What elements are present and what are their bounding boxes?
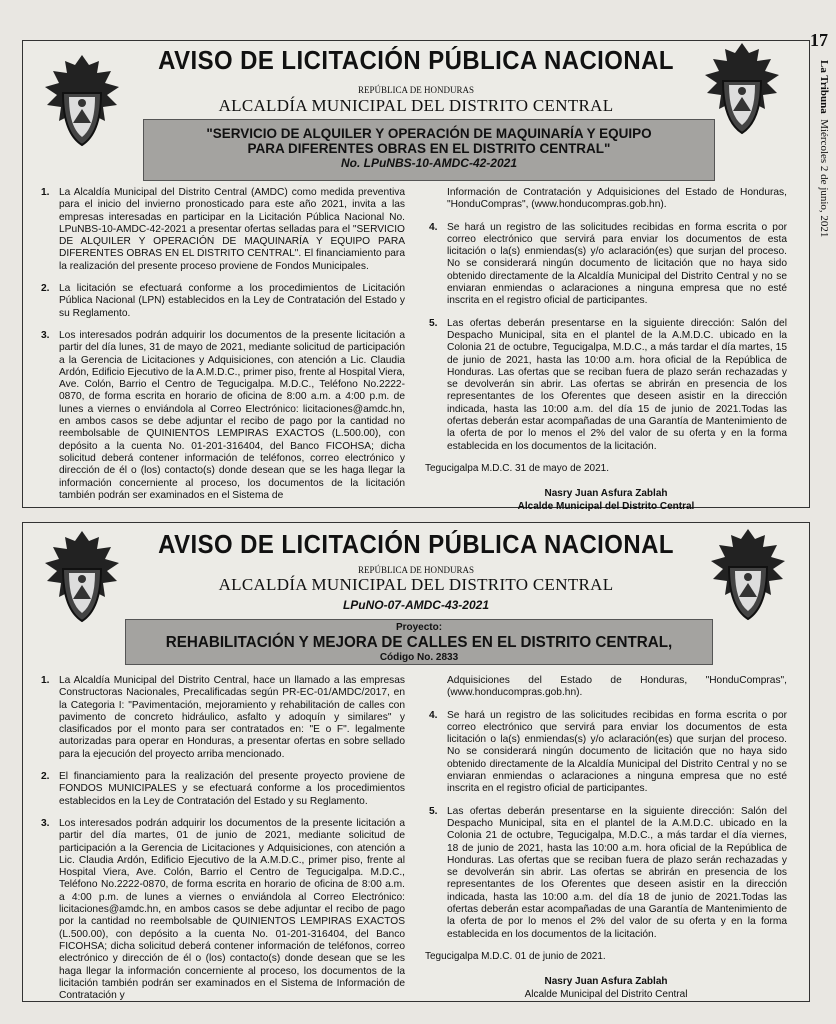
item-text: Las ofertas deberán presentarse en la siguiente dirección: Salón del Despacho Municipal, sita en el plantel de la A.M.D.C. ubicado en la Colonia 21 de octubre, Tegucigalpa, M.D.C., a más tardar el día martes, 15 de junio de 2021, hasta las 10:00 a.m. hora oficial de la República de Honduras. Las ofertas que se reciban fuera de plazo serán rechazadas y se devolverán sin abrir. Las ofertas se abrirán en presencia de los representantes de los Oferentes que deseen asistir en la dirección indicada, hasta las 10:00 a.m. del día 15 de junio de 2021.Todas las ofertas deberán estar acompañadas de una Garantía de Mantenimiento de la oferta de por lo menos el 2% del valor de su oferta y en la forma establecida en los documentos de la licitación. [447,317,787,452]
tender-notice-2 [22,522,810,1002]
list-item: 1. La Alcaldía Municipal del Distrito Central, hace un llamado a las empresas Constructoras Nacionales, Precalificadas según PR-EC-01/AMDC/2017, en la Categoria I: "Pavimentación, mejoramiento y rehabilitación de calles con pavimento de concreto hidráulico, asfalto y adoquín y similares" y clasificados por el monto para ser contratados en: "E o F". legalmente autorizadas para operar en Honduras, a presentar ofertas en sobre sellado para la ejecución del proyecto arriba mencionado. [41,675,405,760]
notice-date: Tegucigalpa M.D.C. 01 de junio de 2021. [425,950,606,962]
item-text: Los interesados podrán adquirir los documentos de la presente licitación a partir del día martes, 01 de junio de 2021, mediante solicitud de participación a la Gerencia de Licitaciones y Adquisiciones, con atención a Lic. Claudia Ardón, Edificio Ejecutivo de la A.M.D.C., primer piso, frente al Hospital Viera, Ave. Colón, Barrio el Centro de Tegucigalpa. M.D.C., Teléfono No.2222-0870, de forma escrita en horario de oficina de 8:00 a.m. a 4:00 p.m. de lunes a viernes o enviándola al Correo Electrónico: licitaciones@amdc.hn, en ambos casos se debe adjuntar el recibo de pago por la cantidad no reembolsable de QUINIENTOS LEMPIRAS EXACTOS (L.500.00), con depósito a la cuenta No. 01-201-316404, del Banco FICOHSA; dicha solicitud deberá contener información de teléfonos, correo electrónico y dirección de él o (los) contacto(s) donde desean que se les haga llegar la información concerniente al proceso, los documentos de la licitación también podrán ser examinados en el Sistema de Información de Contratación y [59,817,405,1002]
newspaper-dateline [818,60,830,237]
list-item: 5. Las ofertas deberán presentarse en la siguiente dirección: Salón del Despacho Municipal, sita en el plantel de la A.M.D.C. ubicado en la Colonia 21 de octubre, Tegucigalpa, M.D.C., a más tardar el día martes, 15 de junio de 2021, hasta las 10:00 a.m. hora oficial de la República de Honduras. Las ofertas que se reciban fuera de plazo serán rechazadas y se devolverán sin abrir. Las ofertas se abrirán en presencia de los representantes de los Oferentes que deseen asistir en la dirección indicada, hasta las 10:00 a.m. del día 15 de junio de 2021.Todas las ofertas deberán estar acompañadas de una Garantía de Mantenimiento de la oferta de por lo menos el 2% del valor de su oferta y en la forma establecida en los documentos de la licitación. [429,317,787,452]
signer-title: Alcalde Municipal del Distrito Central [517,501,695,513]
newspaper-date: Miércoles 2 de junio, 2021 [818,119,830,238]
republic-label: REPÚBLICA DE HONDURAS [357,565,474,575]
notice-title: AVISO DE LICITACIÓN PÚBLICA NACIONAL [158,529,674,559]
signer-title: Alcalde Municipal del Distrito Central [524,989,688,1001]
notice-title: AVISO DE LICITACIÓN PÚBLICA NACIONAL [158,45,674,75]
project-code: Código No. 2833 [379,652,459,663]
list-item: 3. Los interesados podrán adquirir los documentos de la presente licitación a partir del día lunes, 31 de mayo de 2021, mediante solicitud de participación a la Gerencia de Licitaciones y Adquisiciones, con atención a Lic. Claudia Ardón, Edificio Ejecutivo de la A.M.D.C., primer piso, frente al Hospital Viera, Ave. Colón, Barrio el Centro de Tegucigalpa. M.D.C., Teléfono No.2222-0870, de forma escrita en horario de oficina de 8:00 a.m. a 4:00 p.m. de lunes a viernes o enviándola al Correo Electrónico: licitaciones@amdc.hn, en ambos casos se debe adjuntar el recibo de pago por la cantidad no reembolsable de QUINIENTOS LEMPIRAS EXACTOS (L.500.00), con depósito a la cuenta No. 01-201-316404, del Banco FICOHSA; dicha solicitud deberá contener información de teléfonos, correo electrónico y dirección de él o (los) contacto(s) donde desean que se les haga llegar la información concerniente al proceso, los documentos de la licitación también podrán ser examinados en el Sistema de [41,329,405,501]
item-text: Se hará un registro de las solicitudes recibidas en forma escrita o por correo electrónico que servirá para enviar los documentos de esta licitación o la(s) enmiendas(s) y/o aclaración(es) que surjan del proceso. No se considerará ningún documento de licitación que no haya sido obtenido directamente de la Alcaldía Municipal del Distrito Central y no se enviaran enmiendas o aclaraciones a ninguna empresa que no esté inscrita en el registro oficial de participantes. [447,709,787,795]
item-text: El financiamiento para la realización del presente proyecto proviene de FONDOS MUNICIPALES y se efectuará conforme a los procedimientos establecidos en la Ley de Contratación del Estado y su Reglamento. [59,771,405,807]
tender-code: No. LPuNBS-10-AMDC-42-2021 [340,156,518,170]
item-text: La licitación se efectuará conforme a los procedimientos de Licitación Pública Nacional (LPN) establecidos en la Ley de Contratación del Estado y su Reglamento. [59,283,405,319]
notice-date: Tegucigalpa M.D.C. 31 de mayo de 2021. [425,462,609,474]
list-item [425,675,787,700]
right-column [425,187,787,513]
list-item: 5. Las ofertas deberán presentarse en la siguiente dirección: Salón del Despacho Municipal, sita en el plantel de la A.M.D.C. ubicado en la Colonia 21 de octubre, Tegucigalpa, M.D.C., a más tardar el día viernes, 18 de junio de 2021, hasta las 10:00 a.m. hora oficial de la República de Honduras. Las ofertas que se reciban fuera de plazo serán rechazadas y se devolverán sin abrir. Las ofertas se abrirán en presencia de los representantes de los Oferentes que deseen asistir en la dirección indicada, hasta las 10:00 a.m. del día 18 de junio de 2021.Todas las ofertas deberán estar acompañadas de una Garantía de Mantenimiento de la oferta de por lo menos el 2% del valor de su oferta y en la forma establecida en los documentos de la licitación. [429,805,787,940]
banner-line-2: PARA DIFERENTES OBRAS EN EL DISTRITO CENTRAL" [247,141,611,156]
project-banner [125,619,713,665]
item-text: Se hará un registro de las solicitudes recibidas en forma escrita o por correo electrónico que servirá para enviar los documentos de esta licitación o la(s) enmiendas(s) y/o aclaración(es) que surjan del proceso. No se considerará ningún documento de licitación que no haya sido obtenido directamente de la Alcaldía Municipal del Distrito Central y no se enviaran enmiendas o aclaraciones a ninguna empresa que no esté inscrita en el registro oficial de participantes. [447,221,787,307]
page-number: 17 [810,30,828,50]
right-column [425,675,787,1001]
project-name: REHABILITACIÓN Y MEJORA DE CALLES EN EL DISTRITO CENTRAL, [165,634,673,651]
item-text: Los interesados podrán adquirir los documentos de la presente licitación a partir del día lunes, 31 de mayo de 2021, mediante solicitud de participación a la Gerencia de Licitaciones y Adquisiciones, con atención a Lic. Claudia Ardón, Edificio Ejecutivo de la A.M.D.C., primer piso, frente al Hospital Viera, Ave. Colón, Barrio el Centro de Tegucigalpa. M.D.C., Teléfono No.2222-0870, de forma escrita en horario de oficina de 8:00 a.m. a 4:00 p.m. de lunes a viernes o enviándola al Correo Electrónico: licitaciones@amdc.hn, en ambos casos se debe adjuntar el recibo de pago por la cantidad no reembolsable de QUINIENTOS LEMPIRAS EXACTOS (L.500.00), con depósito a la cuenta No. 01-201-316404, del Banco FICOHSA; dicha solicitud deberá contener información de teléfonos, correo electrónico y dirección de él o (los) contacto(s) donde desean que se les haga llegar la información concerniente al proceso, los documentos de la licitación también podrán ser examinados en el Sistema de [59,329,405,501]
signer-name: Nasry Juan Asfura Zablah [544,976,668,988]
list-item: 4. Se hará un registro de las solicitudes recibidas en forma escrita o por correo electrónico que servirá para enviar los documentos de esta licitación o la(s) enmiendas(s) y/o aclaración(es) que surjan del proceso. No se considerará ningún documento de licitación que no haya sido obtenido directamente de la Alcaldía Municipal del Distrito Central y no se enviaran enmiendas o aclaraciones a ninguna empresa que no esté inscrita en el registro oficial de participantes. [429,709,787,795]
list-item: 2. La licitación se efectuará conforme a los procedimientos de Licitación Pública Nacional (LPN) establecidos en la Ley de Contratación del Estado y su Reglamento. [41,283,405,319]
list-item: 4. Se hará un registro de las solicitudes recibidas en forma escrita o por correo electrónico que servirá para enviar los documentos de esta licitación o la(s) enmiendas(s) y/o aclaración(es) que surjan del proceso. No se considerará ningún documento de licitación que no haya sido obtenido directamente de la Alcaldía Municipal del Distrito Central y no se enviaran enmiendas o aclaraciones a ninguna empresa que no esté inscrita en el registro oficial de participantes. [429,221,787,307]
item-text: La Alcaldía Municipal del Distrito Central (AMDC) como medida preventiva para el inicio del invierno pronosticado para este año 2021, invita a las empresas interesadas en participar en la Licitación Pública Nacional No. LPuNBS-10-AMDC-42-2021 a presentar ofertas selladas para el "SERVICIO DE ALQUILER Y OPERACIÓN DE MAQUINARÍA Y EQUIPO PARA DIFERENTES OBRAS EN EL DISTRITO CENTRAL". El financiamiento para la realización del presente proceso proviene de Fondos Municipales. [59,187,405,272]
municipality-name: ALCALDÍA MUNICIPAL DEL DISTRITO CENTRAL [218,575,614,594]
service-banner [143,119,715,181]
tender-reference: LPuNO-07-AMDC-43-2021 [342,598,490,612]
list-item: 1. La Alcaldía Municipal del Distrito Central (AMDC) como medida preventiva para el inicio del invierno pronosticado para este año 2021, invita a las empresas interesadas en participar en la Licitación Pública Nacional No. LPuNBS-10-AMDC-42-2021 a presentar ofertas selladas para el "SERVICIO DE ALQUILER Y OPERACIÓN DE MAQUINARÍA Y EQUIPO PARA DIFERENTES OBRAS EN EL DISTRITO CENTRAL". El financiamiento para la realización del presente proceso proviene de Fondos Municipales. [41,187,405,272]
item-text: Adquisiciones del Estado de Honduras, "HonduCompras", (www.honducompras.gob.hn). [447,675,787,699]
banner-line-1: "SERVICIO DE ALQUILER Y OPERACIÓN DE MAQUINARÍA Y EQUIPO [206,126,652,141]
item-text: Información de Contratación y Adquisiciones del Estado de Honduras, "HonduCompras", (www.honducompras.gob.hn). [447,187,787,211]
republic-label: REPÚBLICA DE HONDURAS [357,85,474,95]
left-column [37,187,405,512]
item-text: La Alcaldía Municipal del Distrito Central, hace un llamado a las empresas Constructoras Nacionales, Precalificadas según PR-EC-01/AMDC/2017, en la Categoria I: "Pavimentación, mejoramiento y rehabilitación de calles con pavimento de concreto hidráulico, asfalto y adoquín y similares" y clasificados por el monto para ser contratados en: "E o F". legalmente autorizadas para operar en Honduras, a presentar ofertas en sobre sellado para la ejecución del proyecto arriba mencionado. [59,675,405,760]
project-label: Proyecto: [395,622,443,633]
left-column [37,675,405,1012]
signer-name: Nasry Juan Asfura Zablah [544,488,668,500]
tender-notice-1 [22,40,810,513]
municipality-name: ALCALDÍA MUNICIPAL DEL DISTRITO CENTRAL [218,96,614,115]
list-item [425,187,787,212]
list-item: 2. El financiamiento para la realización del presente proyecto proviene de FONDOS MUNICIPALES y se efectuará conforme a los procedimientos establecidos en la Ley de Contratación del Estado y su Reglamento. [41,771,405,807]
newspaper-name: La Tribuna [818,60,830,114]
list-item: 3. Los interesados podrán adquirir los documentos de la presente licitación a partir del día martes, 01 de junio de 2021, mediante solicitud de participación a la Gerencia de Licitaciones y Adquisiciones, con atención a Lic. Claudia Ardón, Edificio Ejecutivo de la A.M.D.C., primer piso, frente al Hospital Viera, Ave. Colón, Barrio el Centro de Tegucigalpa. M.D.C., Teléfono No.2222-0870, de forma escrita en horario de oficina de 8:00 a.m. a 4:00 p.m. de lunes a viernes o enviándola al Correo Electrónico: licitaciones@amdc.hn, en ambos casos se debe adjuntar el recibo de pago por la cantidad no reembolsable de QUINIENTOS LEMPIRAS EXACTOS (L.500.00), con depósito a la cuenta No. 01-201-316404, del Banco FICOHSA; dicha solicitud deberá contener información de teléfonos, correo electrónico y dirección de él o (los) contacto(s) donde desean que se les haga llegar la información concerniente al proceso, los documentos de la licitación también podrán ser examinados en el Sistema de Información de Contratación y [41,817,405,1002]
item-text: Las ofertas deberán presentarse en la siguiente dirección: Salón del Despacho Municipal, sita en el plantel de la A.M.D.C. ubicado en la Colonia 21 de octubre, Tegucigalpa, M.D.C., a más tardar el día viernes, 18 de junio de 2021, hasta las 10:00 a.m. hora oficial de la República de Honduras. Las ofertas que se reciban fuera de plazo serán rechazadas y se devolverán sin abrir. Las ofertas se abrirán en presencia de los representantes de los Oferentes que deseen asistir en la dirección indicada, hasta las 10:00 a.m. del día 18 de junio de 2021.Todas las ofertas deberán estar acompañadas de una Garantía de Mantenimiento de la oferta de por lo menos el 2% del valor de su oferta y en la forma establecida en los documentos de la licitación. [447,805,787,940]
